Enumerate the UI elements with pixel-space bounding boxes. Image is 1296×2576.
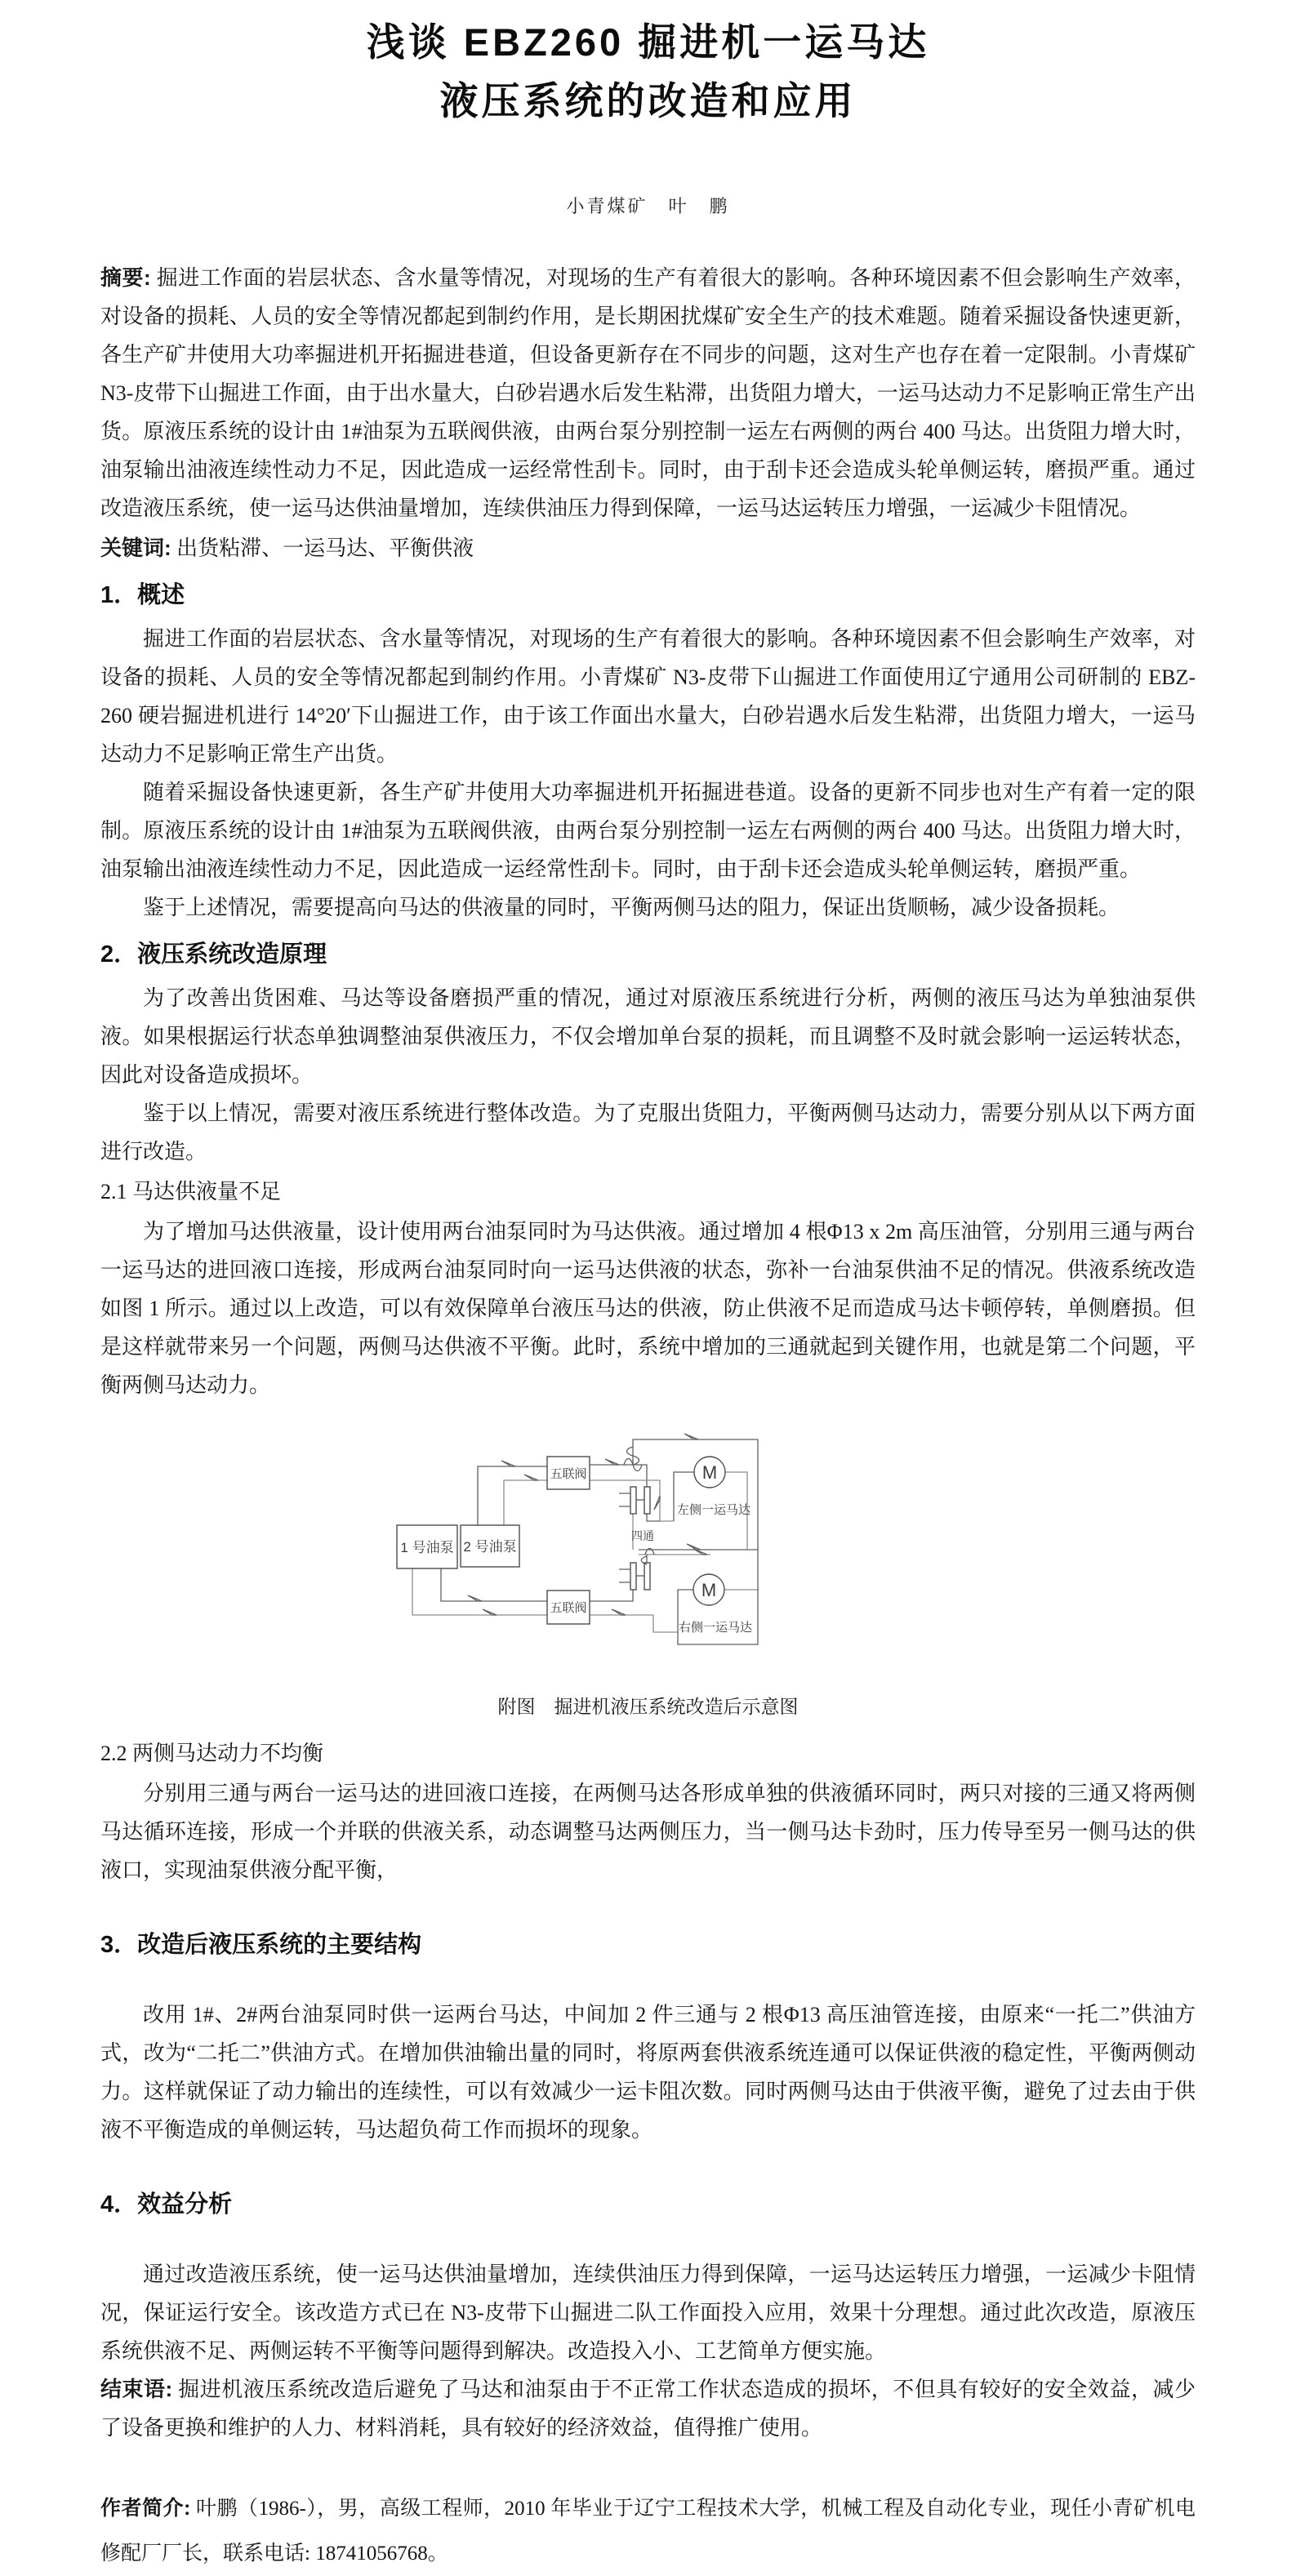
keywords-label: 关键词: (100, 536, 171, 560)
author-bio-label: 作者简介: (100, 2497, 191, 2520)
motor-left-m: M (701, 1462, 717, 1483)
motor-left-label: 左侧一运马达 (676, 1503, 750, 1517)
pump-1-box (397, 1525, 457, 1568)
section2-heading: 2．液压系统改造原理 (100, 941, 327, 968)
paper-title-line1: 浅谈 EBZ260 掘进机一运马达 (366, 20, 930, 64)
hydraulic-schematic-svg (376, 1426, 921, 1671)
hydraulic-schematic-figure (376, 1426, 921, 1671)
conclusion-label: 结束语: (100, 2377, 173, 2401)
five-way-valve-bottom-box (547, 1591, 590, 1624)
pump-2-label: 2 号油泵 (462, 1539, 517, 1555)
section4-heading: 4．效益分析 (100, 2191, 233, 2218)
keywords-block (100, 529, 1196, 567)
section3-paragraph: 改用 1#、2#两台油泵同时供一运两台马达，中间加 2 件三通与 2 根Φ13 高压油管连接，由原来“一托二”供油方式，改为“二托二”供油方式。在增加供油输出量的同时，将原两套供液系统连通可以保证供液的稳定性，平衡两侧动力。这样就保证了动力输出的连续性，可以有效减少一运卡阻次数。同时两侧马达由于供液平衡，避免了过去由于供液不平衡造成的单侧运转，马达超负荷工作而损坏的现象。 (100, 2003, 1196, 2142)
section1-paragraph2: 随着采掘设备快速更新，各生产矿井使用大功率掘进机开拓掘进巷道。设备的更新不同步也对生产有着一定的限制。原液压系统的设计由 1#油泵为五联阀供液，由两台泵分别控制一运左右两侧的两台 400 马达。出货阻力增大时，油泵输出油液连续性动力不足，因此造成一运经常性刮卡。同时，由于刮卡还会造成头轮单侧运转，磨损严重。 (100, 781, 1196, 881)
pump-2-box (461, 1525, 519, 1567)
abstract-block (100, 259, 1196, 527)
motor-right-symbol (678, 1574, 751, 1635)
conclusion-block (100, 2370, 1196, 2447)
section2-1-heading: 2.1 马达供液量不足 (100, 1180, 282, 1203)
figure-caption: 附图 掘进机液压系统改造后示意图 (497, 1697, 799, 1717)
motor-right-m: M (701, 1580, 716, 1600)
author-line: 小青煤矿 叶 鹏 (566, 196, 730, 216)
five-way-valve-bottom-label: 五联阀 (549, 1601, 587, 1615)
section4-paragraph: 通过改造液压系统，使一运马达供油量增加，连续供油压力得到保障，一运马达运转压力增强，一运减少卡阻情况，保证运行安全。该改造方式已在 N3-皮带下山掘进二队工作面投入应用，效果十分理想。通过此次改造，原液压系统供液不足、两侧运转不平衡等问题得到解决。改造投入小、工艺简单方便实施。 (100, 2262, 1196, 2363)
section2-paragraph2: 鉴于以上情况，需要对液压系统进行整体改造。为了克服出货阻力，平衡两侧马达动力，需要分别从以下两方面进行改造。 (100, 1101, 1196, 1163)
motor-left-symbol (676, 1457, 750, 1517)
paper-title (100, 13, 1196, 131)
section1-heading: 1．概述 (100, 582, 185, 608)
conclusion-text: 掘进机液压系统改造后避免了马达和油泵由于不正常工作状态造成的损坏，不但具有较好的安全效益，减少了设备更换和维护的人力、材料消耗，具有较好的经济效益，值得推广使用。 (100, 2378, 1196, 2440)
keywords-text: 出货粘滞、一运马达、平衡供液 (176, 536, 474, 560)
section2-2-heading: 2.2 两侧马达动力不均衡 (100, 1742, 324, 1765)
section2-paragraph1: 为了改善出货困难、马达等设备磨损严重的情况，通过对原液压系统进行分析，两侧的液压马达为单独油泵供液。如果根据运行状态单独调整油泵供液压力，不仅会增加单台泵的损耗，而且调整不及时就会影响一运运转状态，因此对设备造成损坏。 (100, 986, 1196, 1087)
section2-1-paragraph: 为了增加马达供液量，设计使用两台油泵同时为马达供液。通过增加 4 根Φ13 x 2m 高压油管，分别用三通与两台一运马达的进回液口连接，形成两台油泵同时向一运马达供液的状态，弥补一台油泵供油不足的情况。供液系统改造如图 1 所示。通过以上改造，可以有效保障单台液压马达的供液，防止供液不足而造成马达卡顿停转，单侧磨损。但是这样就带来另一个问题，两侧马达供液不平衡。此时，系统中增加的三通就起到关键作用，也就是第二个问题，平衡两侧马达动力。 (100, 1220, 1196, 1397)
section3-heading: 3．改造后液压系统的主要结构 (100, 1932, 422, 1958)
section2-2-paragraph: 分别用三通与两台一运马达的进回液口连接，在两侧马达各形成单独的供液循环同时，两只对接的三通又将两侧马达循环连接，形成一个并联的供液关系，动态调整马达两侧压力，当一侧马达卡劲时，压力传导至另一侧马达的供液口，实现油泵供液分配平衡， (100, 1782, 1196, 1882)
abstract-text: 掘进工作面的岩层状态、含水量等情况，对现场的生产有着很大的影响。各种环境因素不但会影响生产效率，对设备的损耗、人员的安全等情况都起到制约作用，是长期困扰煤矿安全生产的技术难题。随着采掘设备快速更新，各生产矿井使用大功率掘进机开拓掘进巷道，但设备更新存在不同步的问题，这对生产也存在着一定限制。小青煤矿 N3-皮带下山掘进工作面，由于出水量大，白砂岩遇水后发生粘滞，出货阻力增大，一运马达动力不足影响正常生产出货。原液压系统的设计由 1#油泵为五联阀供液，由两台泵分别控制一运左右两侧的两台 400 马达。出货阻力增大时，油泵输出油液连续性动力不足，因此造成一运经常性刮卡。同时，由于刮卡还会造成头轮单侧运转，磨损严重。通过改造液压系统，使一运马达供油量增加，连续供油压力得到保障，一运马达运转压力增强，一运减少卡阻情况。 (100, 266, 1196, 520)
abstract-label: 摘要: (100, 265, 151, 290)
section1-paragraph3: 鉴于上述情况，需要提高向马达的供液量的同时，平衡两侧马达的阻力，保证出货顺畅，减少设备损耗。 (143, 896, 1120, 919)
paper-title-line2: 液压系统的改造和应用 (439, 79, 857, 122)
coupling-top-symbol (619, 1487, 650, 1514)
section1-paragraph1: 掘进工作面的岩层状态、含水量等情况，对现场的生产有着很大的影响。各种环境因素不但会影响生产效率，对设备的损耗、人员的安全等情况都起到制约作用。小青煤矿 N3-皮带下山掘进工作面使用辽宁通用公司研制的 EBZ-260 硬岩掘进机进行 14°20′下山掘进工作，由于该工作面出水量大，白砂岩遇水后发生粘滞，出货阻力增大，一运马达动力不足影响正常生产出货。 (100, 627, 1196, 766)
motor-right-label: 右侧一运马达 (678, 1621, 752, 1635)
author-bio-text: 叶鹏（1986-），男，高级工程师，2010 年毕业于辽宁工程技术大学，机械工程及自动化专业，现任小青矿机电修配厂厂长，联系电话: 18741056768。 (100, 2498, 1196, 2565)
four-way-label: 四通 (630, 1529, 654, 1542)
coupling-bottom-symbol (619, 1563, 650, 1590)
author-bio-block (100, 2486, 1196, 2576)
five-way-valve-top-label: 五联阀 (549, 1467, 587, 1481)
five-way-valve-top-box (547, 1457, 590, 1489)
pump-1-label: 1 号油泵 (399, 1540, 454, 1555)
